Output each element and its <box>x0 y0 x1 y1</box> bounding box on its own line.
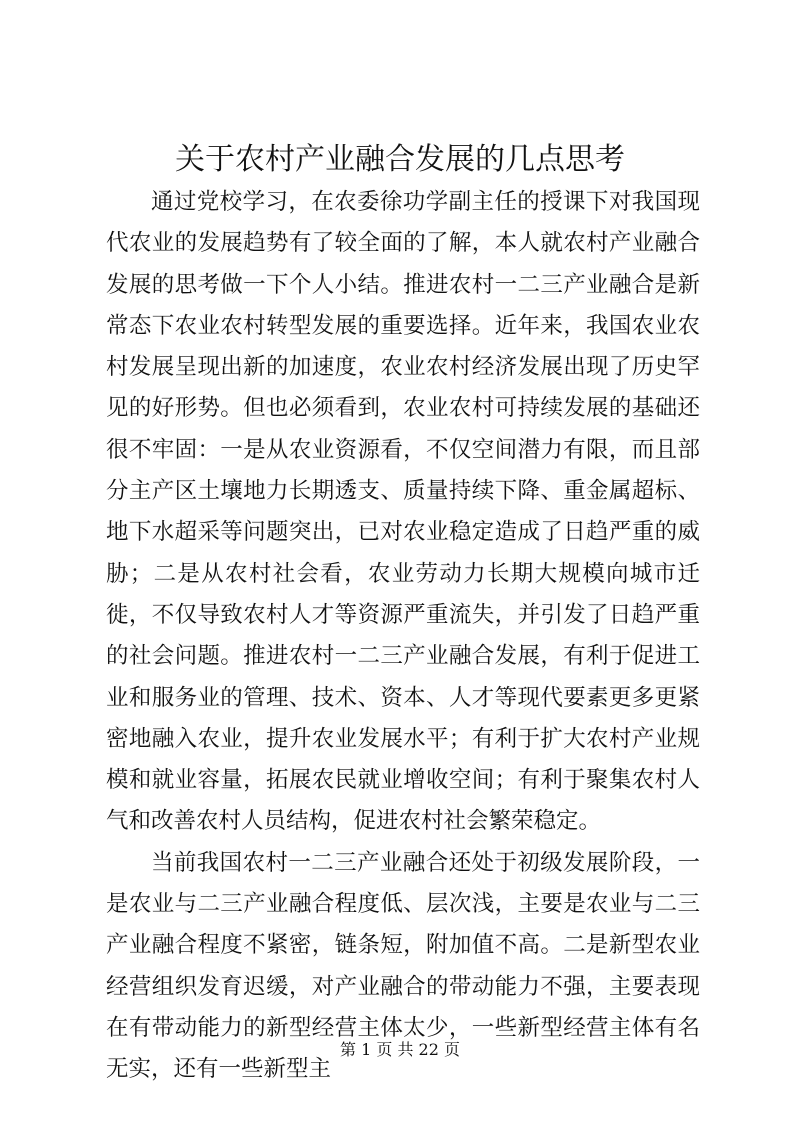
paragraph-2: 当前我国农村一二三产业融合还处于初级发展阶段，一是农业与二三产业融合程度低、层次浅，主要是农业与二三产业融合程度不紧密，链条短，附加值不高。二是新型农业经营组织发育迟缓，对产业融合的带动能力不强，主要表现在有带动能力的新型经营主体太少，一些新型经营主体有名无实，还有一些新型主 <box>106 849 700 1083</box>
paragraph-1: 通过党校学习，在农委徐功学副主任的授课下对我国现代农业的发展趋势有了较全面的了解，本人就农村产业融合发展的思考做一下个人小结。推进农村一二三产业融合是新常态下农业农村转型发展的重要选择。近年来，我国农业农村发展呈现出新的加速度，农业农村经济发展出现了历史罕见的好形势。但也必须看到，农业农村可持续发展的基础还很不牢固：一是从农业资源看，不仅空间潜力有限，而且部分主产区土壤地力长期透支、质量持续下降、重金属超标、地下水超采等问题突出，已对农业稳定造成了日趋严重的威胁；二是从农村社会看，农业劳动力长期大规模向城市迁徙，不仅导致农村人才等资源严重流失，并引发了日趋严重的社会问题。推进农村一二三产业融合发展，有利于促进工业和服务业的管理、技术、资本、人才等现代要素更多更紧密地融入农业，提升农业发展水平；有利于扩大农村产业规模和就业容量，拓展农民就业增收空间；有利于聚集农村人气和改善农村人员结构，促进农村社会繁荣稳定。 <box>106 189 700 835</box>
page-footer: 第 1 页 共 22 页 <box>340 1040 460 1059</box>
document-title: 关于农村产业融合发展的几点思考 <box>175 142 625 177</box>
document-body <box>106 182 700 1091</box>
